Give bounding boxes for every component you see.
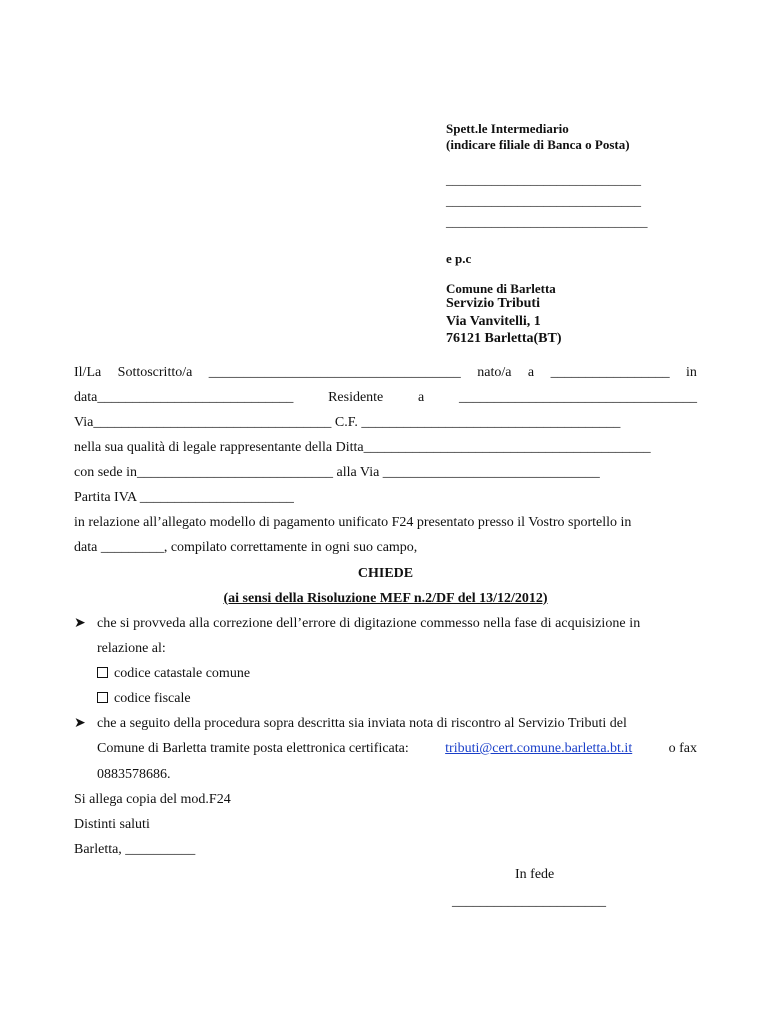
form-line-sede: con sede in____________________________ alla Via _______________________________ [74, 465, 600, 480]
bullet-correction-line1 [97, 615, 697, 633]
bullet-correction-line2: relazione al: [97, 641, 166, 656]
recipient-subtitle: (indicare filiale di Banca o Posta) [446, 137, 630, 152]
option-label: codice catastale comune [114, 666, 251, 681]
bullet-arrow-icon: ➤ [74, 716, 86, 731]
form-text: a [527, 365, 535, 380]
cc-line-servizio: Servizio Tributi [446, 296, 540, 311]
residence-blank: __________________________________ [458, 390, 697, 405]
recipient-blank-line: ______________________________ [446, 193, 641, 208]
checkbox-icon[interactable] [97, 692, 108, 703]
bullet-notification-line2 [97, 740, 697, 758]
attachment-line: Si allega copia del mod.F24 [74, 792, 231, 807]
cc-line-city: 76121 Barletta(BT) [446, 331, 562, 346]
form-text: nato/a [477, 365, 512, 380]
request-title: CHIEDE [357, 566, 414, 581]
form-line-relazione: in relazione all’allegato modello di pagamento unificato F24 presentato presso il Vostro sportello in [74, 515, 632, 530]
form-line-data-compilato: data _________, compilato correttamente in ogni suo campo, [74, 540, 418, 555]
form-line-via-cf: Via__________________________________ C.F. _____________________________________ [74, 415, 621, 430]
name-blank: ____________________________________ [208, 365, 461, 380]
option-label: codice fiscale [114, 691, 191, 706]
form-text: a [418, 390, 425, 405]
option-codice-fiscale[interactable] [97, 690, 191, 708]
bullet-notification-fax: 0883578686. [97, 767, 171, 782]
cc-label: e p.c [446, 251, 472, 266]
cc-line-address: Via Vanvitelli, 1 [446, 314, 541, 329]
date-blank: data____________________________ [74, 390, 294, 405]
recipient-title: Spett.le Intermediario [446, 121, 569, 136]
bullet-text: Comune di Barletta tramite posta elettronica certificata: [97, 741, 409, 756]
bullet-text: o fax [668, 741, 697, 756]
cc-line-comune: Comune di Barletta [446, 281, 556, 296]
place-date-line: Barletta, __________ [74, 842, 196, 857]
form-line-sottoscritto [74, 364, 697, 382]
form-text: Il/La [74, 365, 102, 380]
form-text: Sottoscritto/a [117, 365, 193, 380]
signature-line: ______________________ [452, 894, 606, 909]
regards-line: Distinti saluti [74, 817, 150, 832]
request-subtitle: (ai sensi della Risoluzione MEF n.2/DF del 13/12/2012) [223, 591, 548, 606]
pec-email-link[interactable]: tributi@cert.comune.barletta.bt.it [445, 741, 633, 756]
option-codice-catastale[interactable] [97, 665, 250, 683]
checkbox-icon[interactable] [97, 667, 108, 678]
in-fede-label: In fede [515, 867, 555, 882]
recipient-blank-line: ______________________________ [446, 172, 641, 187]
bullet-arrow-icon: ➤ [74, 616, 86, 631]
form-text: Residente [328, 390, 384, 405]
form-line-partita-iva: Partita IVA ______________________ [74, 490, 294, 505]
bullet-notification-line1: che a seguito della procedura sopra descritta sia inviata nota di riscontro al Servizio Tributi del [97, 716, 627, 731]
form-line-ditta: nella sua qualità di legale rappresentante della Ditta_________________________________________ [74, 440, 651, 455]
birthplace-blank: _________________ [550, 365, 670, 380]
bullet-text: che si provveda alla correzione dell’errore di digitazione commesso nella fase di acquisizione in [97, 616, 641, 631]
form-text: in [686, 365, 697, 380]
form-line-data-residente [74, 389, 697, 407]
recipient-blank-line: _______________________________ [446, 214, 648, 229]
